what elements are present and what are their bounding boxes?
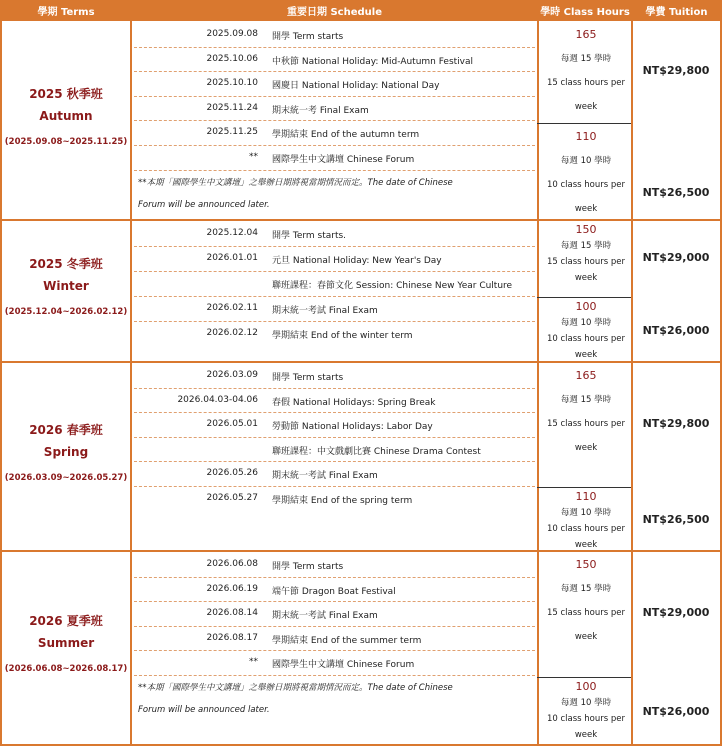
row-divider <box>134 296 535 297</box>
hours-number: 110 <box>575 490 597 503</box>
schedule-date: 2025.11.25 <box>206 127 258 138</box>
hours-desc: week <box>574 273 598 283</box>
row-divider <box>134 675 535 676</box>
tuition-value: NT$29,800 <box>642 64 710 77</box>
row-divider <box>134 601 535 602</box>
hours-weekly: 每週 10 學時 <box>560 698 612 708</box>
hours-desc: week <box>574 540 598 550</box>
header-terms: 學期 Terms <box>2 0 130 21</box>
tuition-value: NT$29,000 <box>642 250 710 264</box>
hours-weekly: 每週 10 學時 <box>560 156 612 166</box>
term-range: (2025.12.04~2026.02.12) <box>4 307 128 317</box>
schedule-event: 期末統一考試 Final Exam <box>272 611 378 622</box>
tuition-value: NT$26,000 <box>642 323 710 337</box>
class-hours <box>539 489 633 553</box>
schedule-event: 元旦 National Holiday: New Year's Day <box>272 256 442 266</box>
schedule-date: 2025.11.24 <box>206 102 258 113</box>
schedule-note: **本期「國際學生中文講壇」之舉辦日期將視當期情況而定。The date of Chinese <box>138 177 453 188</box>
hours-desc: week <box>574 632 598 642</box>
column-border <box>130 0 132 745</box>
hours-number: 110 <box>575 130 597 143</box>
row-divider <box>134 626 535 627</box>
hours-number: 100 <box>575 680 597 693</box>
hours-desc: week <box>574 443 598 453</box>
schedule-date: ** <box>249 657 258 668</box>
hours-desc: week <box>574 204 598 214</box>
schedule-event: 聯班課程：春節文化 Session: Chinese New Year Culture <box>272 281 513 291</box>
term-title: 2025 冬季班 <box>29 257 103 271</box>
schedule-date: ** <box>249 152 258 162</box>
schedule-date: 2025.09.08 <box>206 29 258 39</box>
schedule-event: 端午節 Dragon Boat Festival <box>272 586 396 597</box>
schedule-event: 春假 National Holidays: Spring Break <box>272 397 436 408</box>
term-title: 2025 秋季班 <box>29 86 103 101</box>
table-border <box>0 0 722 2</box>
hours-desc: 10 class hours per <box>546 524 626 534</box>
term-name: Autumn <box>39 108 93 123</box>
hours-weekly: 每週 15 學時 <box>560 54 612 64</box>
row-divider <box>134 71 535 72</box>
hours-weekly: 每週 15 學時 <box>560 241 612 251</box>
schedule-event: 勞動節 National Holidays: Labor Day <box>272 422 433 433</box>
class-hours <box>539 553 633 649</box>
schedule-event: 期末統一考試 Final Exam <box>272 306 378 316</box>
schedule-date: 2026.05.01 <box>206 419 258 430</box>
row-divider <box>134 120 535 121</box>
schedule-event: 開學 Term starts <box>272 562 344 572</box>
hours-weekly: 每週 10 學時 <box>560 318 612 328</box>
header-hours: 學時 Class Hours <box>539 0 631 21</box>
hours-desc: 15 class hours per <box>546 608 626 618</box>
hours-desc: week <box>574 730 598 740</box>
hours-desc: 10 class hours per <box>546 180 626 190</box>
schedule-note: Forum will be announced later. <box>138 705 270 715</box>
schedule-note: Forum will be announced later. <box>138 199 270 210</box>
hours-desc: 15 class hours per <box>546 78 626 88</box>
row-divider <box>134 246 535 247</box>
term-range: (2025.09.08~2025.11.25) <box>4 136 128 147</box>
class-hours <box>539 364 633 460</box>
schedule-date: 2026.04.03-04.06 <box>177 394 258 405</box>
schedule-event: 國際學生中文講壇 Chinese Forum <box>272 660 415 671</box>
schedule-date: 2026.02.12 <box>206 328 258 338</box>
plan-divider <box>537 123 631 124</box>
schedule-date: 2026.05.27 <box>206 493 258 503</box>
schedule-date: 2026.08.14 <box>206 608 258 619</box>
hours-weekly: 每週 15 學時 <box>560 584 612 594</box>
row-divider <box>134 577 535 578</box>
plan-divider <box>537 487 631 488</box>
schedule-event: 期末統一考試 Final Exam <box>272 471 378 482</box>
header-tuition: 學費 Tuition <box>633 0 720 21</box>
tuition-value: NT$26,500 <box>642 186 710 199</box>
schedule-event: 中秋節 National Holiday: Mid-Autumn Festival <box>272 56 474 67</box>
term-name: Summer <box>37 636 95 650</box>
class-hours <box>539 679 633 743</box>
hours-desc: 15 class hours per <box>546 257 626 267</box>
tuition-value: NT$29,800 <box>642 416 710 430</box>
class-hours <box>539 299 633 363</box>
term-range: (2026.06.08~2026.08.17) <box>4 664 128 674</box>
row-divider <box>134 271 535 272</box>
row-divider <box>134 486 535 487</box>
row-divider <box>134 321 535 322</box>
schedule-date: 2026.03.09 <box>206 370 258 380</box>
row-divider <box>134 170 535 171</box>
row-divider <box>134 96 535 97</box>
hours-desc: 10 class hours per <box>546 714 626 724</box>
term-name: Spring <box>43 444 89 459</box>
row-divider <box>134 461 535 462</box>
schedule-event: 開學 Term starts <box>272 32 344 42</box>
schedule-event: 學期結束 End of the spring term <box>272 496 413 506</box>
schedule-event: 學期結束 End of the autumn term <box>272 130 420 141</box>
class-hours <box>539 222 633 286</box>
schedule-date: 2026.01.01 <box>206 253 258 263</box>
hours-desc: week <box>574 350 598 360</box>
hours-number: 150 <box>575 223 597 236</box>
row-divider <box>134 412 535 413</box>
schedule-event: 國慶日 National Holiday: National Day <box>272 81 440 92</box>
hours-number: 165 <box>575 28 597 41</box>
hours-desc: 10 class hours per <box>546 334 626 344</box>
schedule-event: 聯班課程：中文戲劇比賽 Chinese Drama Contest <box>272 446 481 457</box>
hours-desc: week <box>574 102 598 112</box>
class-hours <box>539 23 633 119</box>
tuition-value: NT$26,500 <box>642 513 710 526</box>
hours-number: 150 <box>575 558 597 571</box>
schedule-event: 開學 Term starts. <box>272 231 347 241</box>
row-divider <box>134 145 535 146</box>
hours-number: 165 <box>575 369 597 382</box>
row-divider <box>134 388 535 389</box>
row-divider <box>134 47 535 48</box>
tuition-value: NT$26,000 <box>642 705 710 718</box>
row-divider <box>134 437 535 438</box>
hours-number: 100 <box>575 300 597 313</box>
term-name: Winter <box>43 279 89 293</box>
term-range: (2026.03.09~2026.05.27) <box>4 472 128 483</box>
row-divider <box>134 650 535 651</box>
schedule-event: 學期結束 End of the winter term <box>272 331 413 341</box>
schedule-date: 2025.10.06 <box>206 53 258 64</box>
schedule-date: 2026.08.17 <box>206 632 258 643</box>
term-title: 2026 夏季班 <box>29 614 103 628</box>
schedule-event: 開學 Term starts <box>272 373 344 383</box>
schedule-event: 期末統一考 Final Exam <box>272 105 369 116</box>
schedule-date: 2026.05.26 <box>206 468 258 479</box>
hours-weekly: 每週 10 學時 <box>560 508 612 518</box>
schedule-date: 2026.06.08 <box>206 559 258 569</box>
tuition-value: NT$29,000 <box>642 606 710 619</box>
hours-desc: 15 class hours per <box>546 419 626 429</box>
schedule-event: 國際學生中文講壇 Chinese Forum <box>272 155 415 165</box>
plan-divider <box>537 297 631 298</box>
schedule-date: 2026.02.11 <box>206 303 258 313</box>
term-title: 2026 春季班 <box>29 422 103 437</box>
schedule-date: 2026.06.19 <box>206 583 258 594</box>
class-hours <box>539 125 633 221</box>
header-schedule: 重要日期 Schedule <box>132 0 537 21</box>
schedule-date: 2025.10.10 <box>206 78 258 89</box>
schedule-date: 2025.12.04 <box>206 228 258 238</box>
plan-divider <box>537 677 631 678</box>
hours-weekly: 每週 15 學時 <box>560 395 612 405</box>
schedule-event: 學期結束 End of the summer term <box>272 635 422 646</box>
schedule-note: **本期「國際學生中文講壇」之舉辦日期將視當期情況而定。The date of Chinese <box>138 683 453 693</box>
